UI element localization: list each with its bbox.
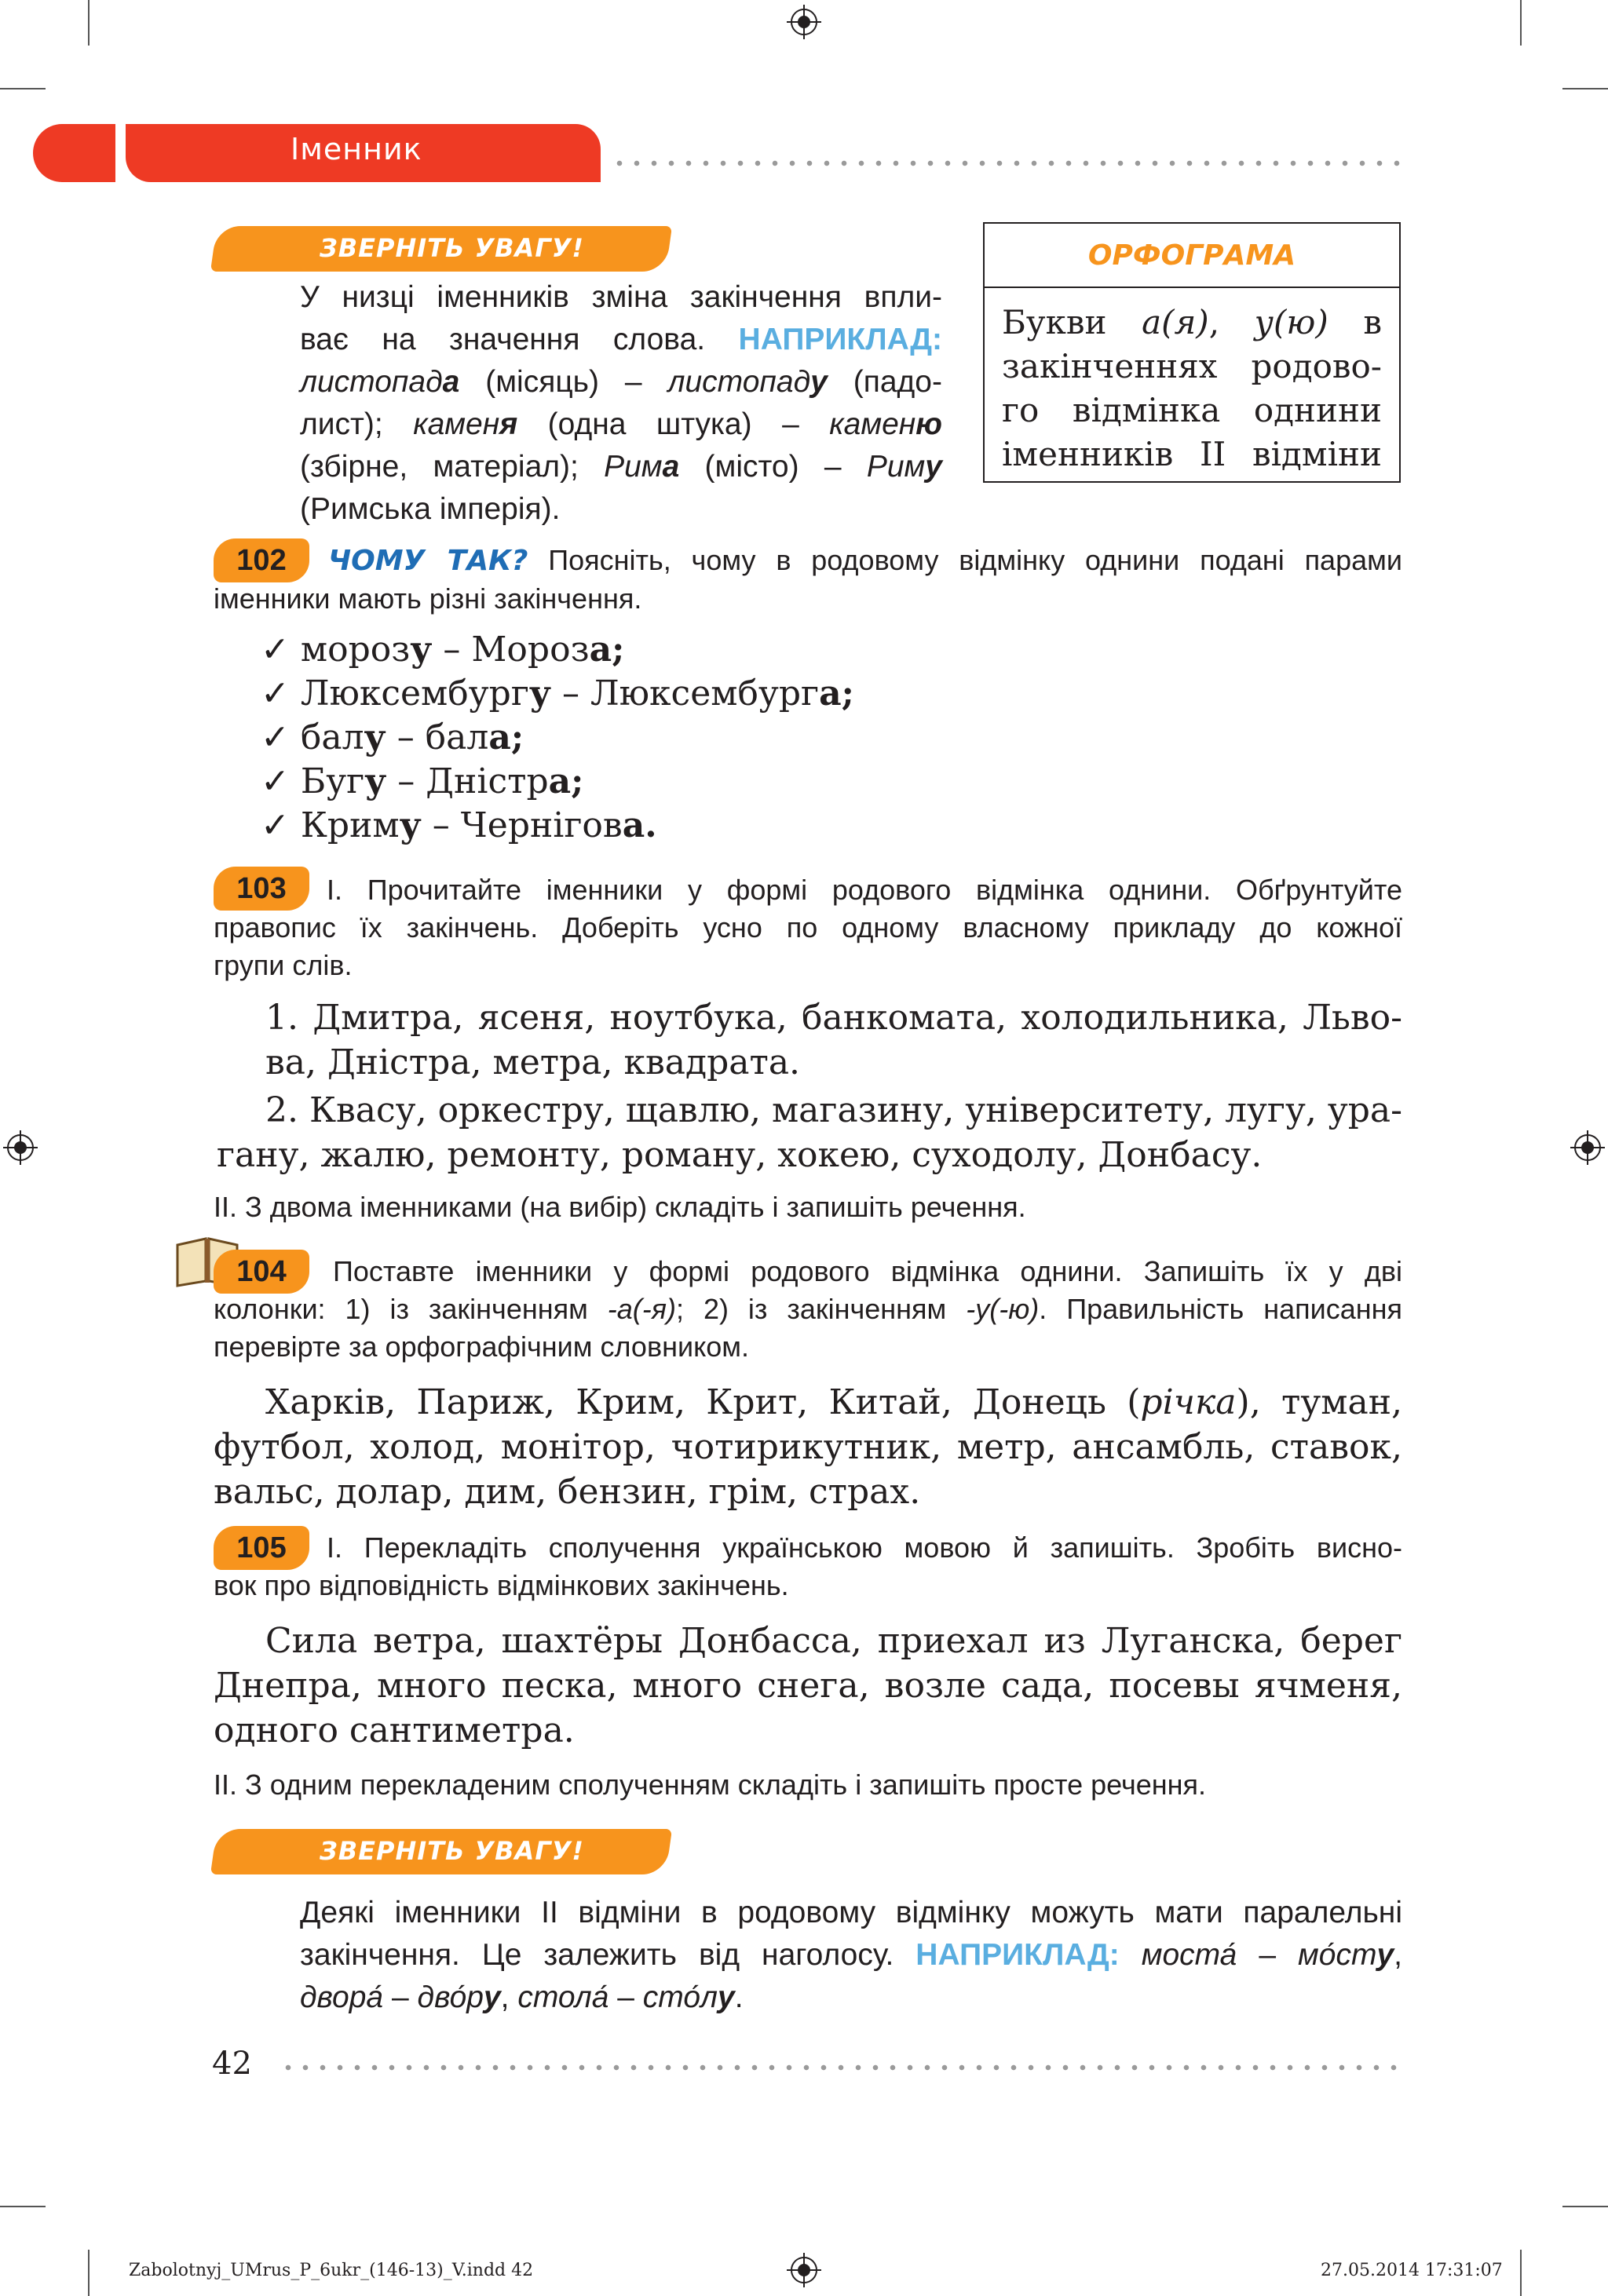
footer-dotted-rule [280,2064,1405,2071]
print-timestamp: 27.05.2014 17:31:07 [1321,2261,1503,2280]
orthogram-text: Букви а(я), у(ю) в закінченнях родово- го відмінка однини іменників ІІ відміни [1002,303,1383,473]
orthogram-title: ОРФОГРАМА [1087,239,1296,272]
exercise-103-task: І. Прочитайте іменники у формі родового відмінка однини. Обґрунтуйте правопис їх закінчень. Доберіть усно по одному власному прикладу до кожної групи слів. [214,874,1402,981]
crop-mark [0,2206,46,2207]
exercise-103-task-2: ІІ. З двома іменниками (на вибір) складіть і запишіть речення. [214,1191,1026,1223]
exercise-104-task: Поставте іменники у формі родового відмінка однини. Запишіть їх у дві колонки: 1) із закінченням -а(-я); 2) із закінченням -у(-ю). Правильність написання перевірте за орфографічним словником. [214,1255,1402,1363]
attention-label: ЗВЕРНІТЬ УВАГУ! [320,1836,584,1866]
crop-mark [1520,2250,1522,2296]
exercise-number-badge: 102 [214,538,309,582]
why-label: ЧОМУ ТАК? [328,545,528,577]
print-file-name: Zabolotnyj_UMrus_P_6ukr_(146-13)_V.indd 42 [129,2261,534,2280]
attention-note: У низці іменників зміна закінчення впли- ває на значення слова. НАПРИКЛАД: листопада (місяць) – листопаду (падо- лист); каменя (одна штука) – каменю (збірне, матеріал); Рима (місто) – Риму (Римська імперія). [300,280,942,526]
orthogram-box [983,222,1401,483]
page-number: 42 [212,2046,252,2082]
crop-mark [88,2250,90,2296]
attention-banner [214,1829,669,1874]
exercise-number-badge: 104 [214,1250,309,1294]
exercise-102-task: ЧОМУ ТАК? Поясніть, чому в родовому відмінку однини подані парами іменники мають різні закінчення. [214,544,1402,615]
exercise-number-badge: 105 [214,1526,309,1570]
crop-mark [1520,0,1522,46]
section-title: Іменник [291,132,422,166]
list-item: ✓ Бугу – Дністра; [261,761,584,801]
list-item: ✓ Криму – Чернігова. [261,805,657,845]
attention-note: Деякі іменники ІІ відміни в родовому відмінку можуть мати паралельні закінчення. Це залежить від наголосу. НАПРИКЛАД: моста́ – мо́сту, двора́ – дво́ру, стола́ – сто́лу. [300,1896,1402,2014]
registration-mark-icon [1570,1130,1605,1165]
crop-mark [88,0,90,46]
exercise-102-word-pairs [261,628,854,848]
registration-mark-icon [787,2253,821,2287]
exercise-103-words: 1. Дмитра, ясеня, ноутбука, банкомата, холодильника, Льво- ва, Дністра, метра, квадрата. 2. Квасу, оркестру, щавлю, магазину, університету, лугу, ура- гану, жалю, ремонту, роману, хокею, суходолу, Донбасу. [217,998,1402,1175]
crop-mark [0,88,46,89]
exercise-105-task: І. Перекладіть сполучення українською мовою й запишіть. Зробіть висно- вок про відповідність відмінкових закінчень. [214,1531,1402,1601]
list-item: ✓ Люксембургу – Люксембурга; [261,673,854,714]
list-item: ✓ морозу – Мороза; [261,630,625,670]
exercise-104-words: Харків, Париж, Крим, Крит, Китай, Донець (річка), туман, футбол, холод, монітор, чотирикутник, метр, ансамбль, ставок, вальс, долар, дим, бензин, грім, страх. [214,1382,1403,1512]
crop-mark [1562,2206,1608,2207]
example-label: НАПРИКЛАД: [915,1938,1120,1972]
header-accent-tab [33,124,115,182]
exercise-105-task-2: ІІ. З одним перекладеним сполученням складіть і запишіть просте речення. [214,1769,1206,1801]
list-item: ✓ балу – бала; [261,717,524,757]
exercise-105-phrases: Сила ветра, шахтёры Донбасса, приехал из Луганска, берег Днепра, много песка, много снега, возле сада, посевы ячменя, одного сантиметра. [214,1621,1402,1750]
attention-banner [214,226,669,272]
example-label: НАПРИКЛАД: [738,323,942,356]
registration-mark-icon [787,5,821,39]
exercise-number-badge: 103 [214,867,309,911]
registration-mark-icon [3,1130,38,1165]
attention-label: ЗВЕРНІТЬ УВАГУ! [320,233,584,263]
header-dotted-rule [611,160,1405,166]
crop-mark [1562,88,1608,89]
